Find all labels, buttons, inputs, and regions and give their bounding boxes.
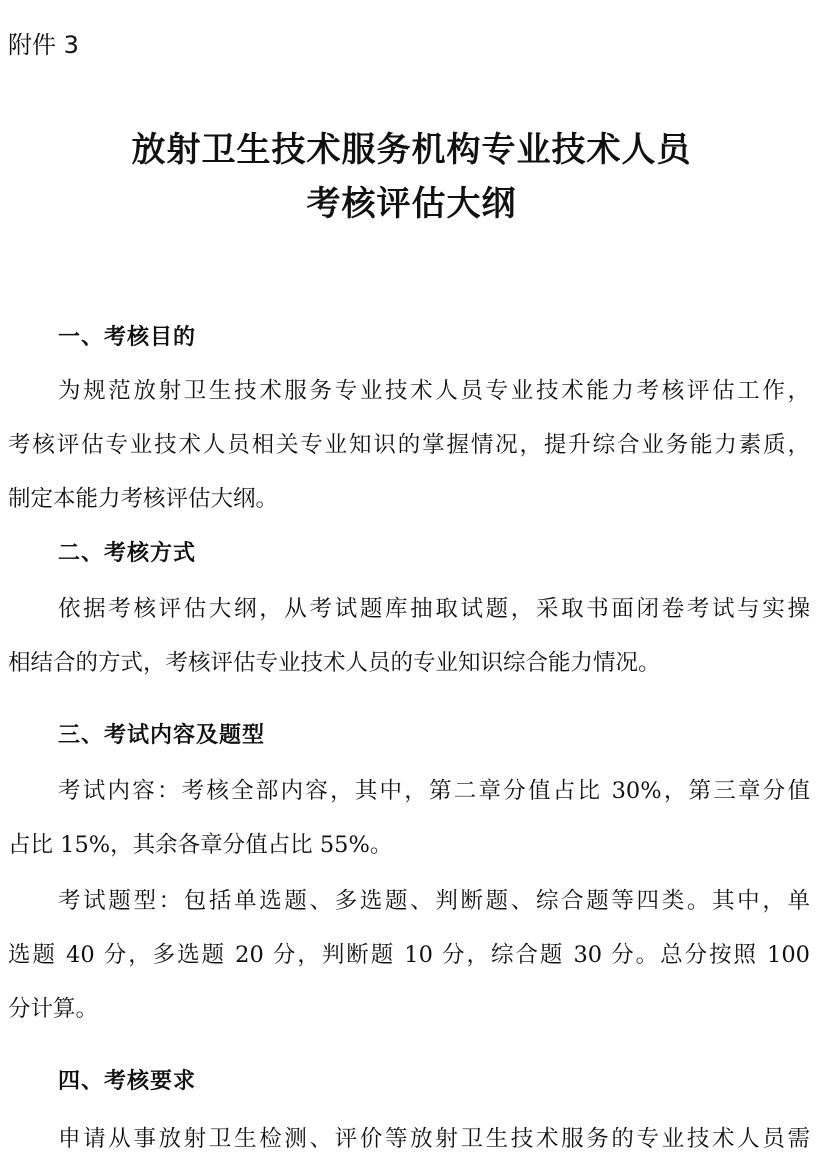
document-title-line-1: 放射卫生技术服务机构专业技术人员 (131, 130, 692, 170)
paragraph-line: 考试内容：考核全部内容，其中，第二章分值占比 30%，第三章分值 (58, 778, 810, 804)
section-heading-method: 二、考核方式 (58, 541, 197, 566)
paragraph-line: 相结合的方式，考核评估专业技术人员的专业知识综合能力情况。 (8, 650, 661, 676)
section-heading-requirements: 四、考核要求 (58, 1069, 197, 1094)
attachment-label: 附件 3 (8, 31, 79, 59)
paragraph-line: 占比 15%，其余各章分值占比 55%。 (8, 832, 393, 858)
paragraph-line: 依据考核评估大纲，从考试题库抽取试题，采取书面闭卷考试与实操 (58, 596, 810, 622)
section-heading-exam-content: 三、考试内容及题型 (58, 723, 266, 748)
document-title-line-2: 考核评估大纲 (306, 184, 517, 224)
paragraph-line: 申请从事放射卫生检测、评价等放射卫生技术服务的专业技术人员需 (58, 1126, 810, 1152)
paragraph-line: 分计算。 (8, 996, 99, 1022)
paragraph-line: 为规范放射卫生技术服务专业技术人员专业技术能力考核评估工作， (58, 378, 810, 404)
paragraph-line: 考核评估专业技术人员相关专业知识的掌握情况，提升综合业务能力素质， (8, 432, 810, 458)
paragraph-line: 选题 40 分，多选题 20 分，判断题 10 分，综合题 30 分。总分按照 100 (8, 942, 810, 968)
paragraph-line: 制定本能力考核评估大纲。 (8, 486, 279, 512)
paragraph-line: 考试题型：包括单选题、多选题、判断题、综合题等四类。其中，单 (58, 888, 810, 914)
section-heading-purpose: 一、考核目的 (58, 325, 197, 350)
